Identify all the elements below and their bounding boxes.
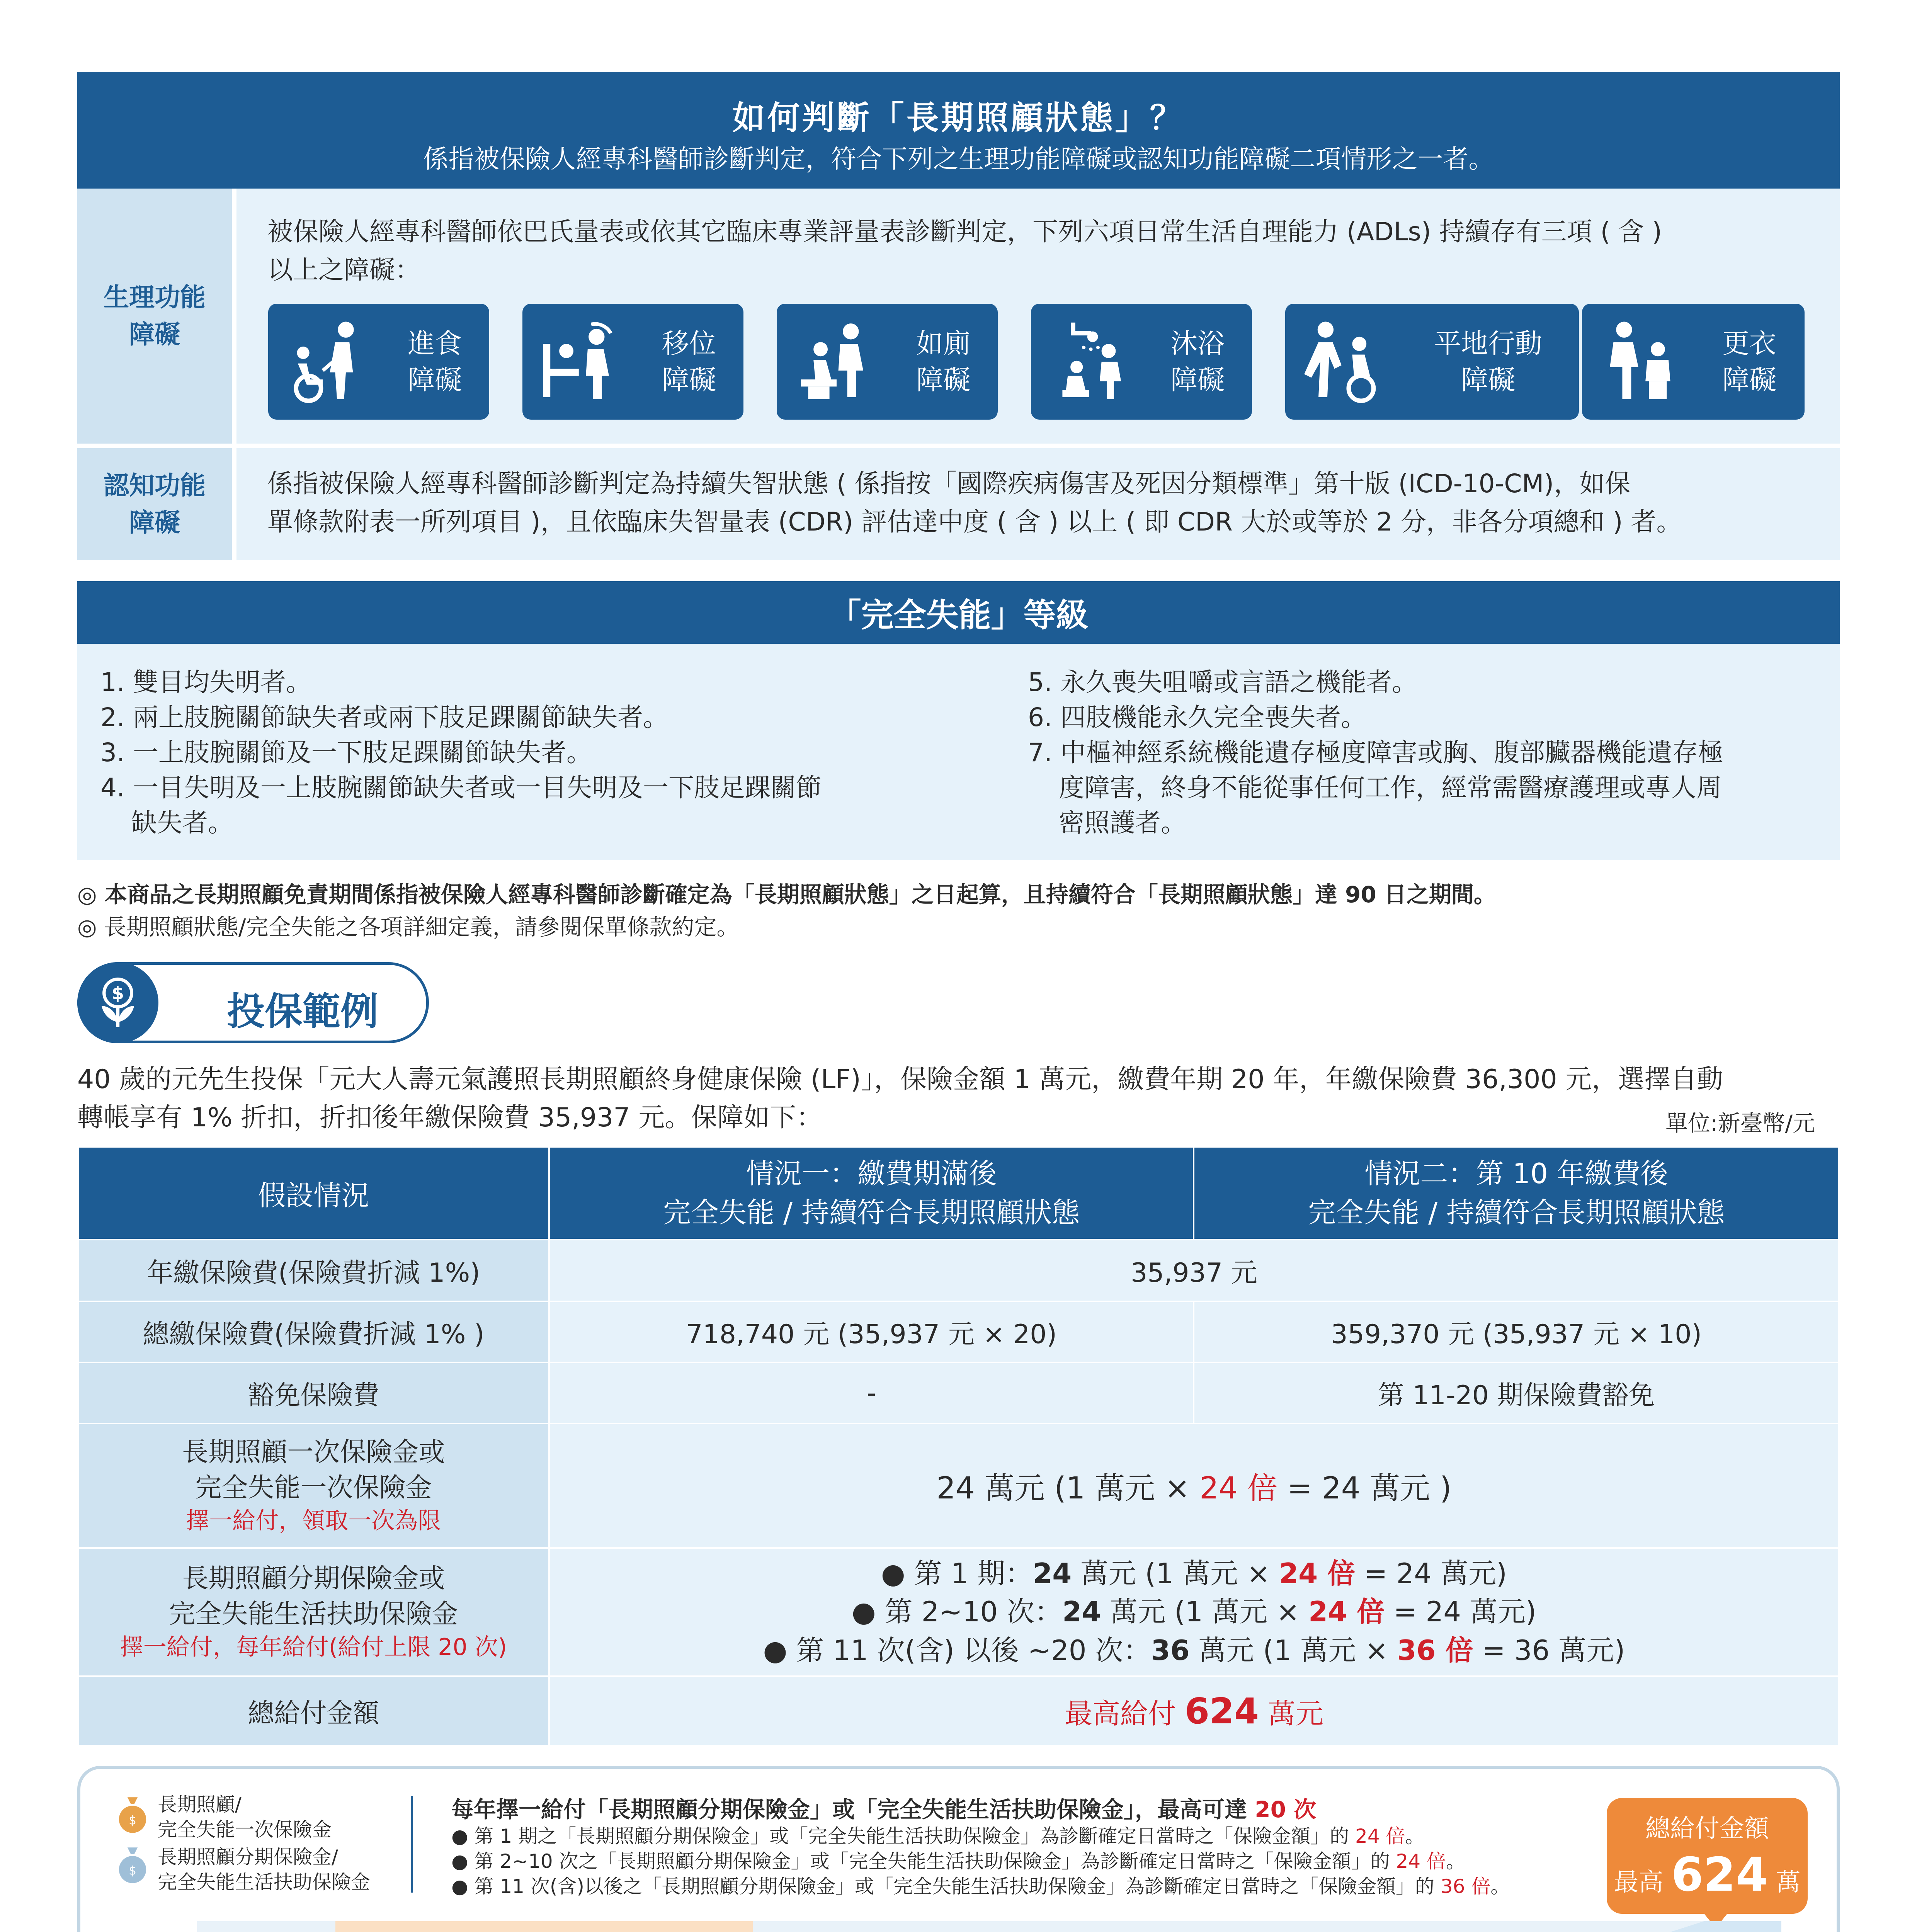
table-row: 長期照顧一次保險金或 完全失能一次保險金 擇一給付，領取一次為限 24 萬元 (1 萬元 × 24 倍 = 24 萬元 ) <box>78 1423 1839 1548</box>
adl-bathing: 沐浴 障礙 <box>1031 304 1252 420</box>
payout-timeline: $ 長期照顧/ 完全失能一次保險金 $ 長期照顧分期保險金/ 完全失能生活扶助保險金 每年擇一給付「長期照顧分期保險金」或「完全失能生活扶助保險金」，最高可達 20 次 ● 第 1 期之「長期照顧分期保險金」或「完全失能生活扶助保險金」為診斷確定日當時之「保險金額」的 24 倍。 ● 第 2~10 次之「長期照顧分期保險金」或「完全失能生活扶助保險金」為診斷確定日當時之「保險金額」的 24 倍。 ● 第 11 次(含)以後之「長期照顧分期保險金」或「完全失能生活扶助保險金」為診斷確定日當時之「保險金額」的 36 倍。 總給付金額 最高 624 萬 <box>77 1766 1840 1932</box>
table-row: 總給付金額 最高給付 624 萬元 <box>78 1676 1839 1746</box>
section1-subtitle: 係指被保險人經專科醫師診斷判定，符合下列之生理功能障礙或認知功能障礙二項情形之一者。 <box>423 144 1494 174</box>
example-heading: 投保範例 <box>227 990 379 1034</box>
disability-list-left: 1. 雙目均失明者。 2. 兩上肢腕關節缺失者或兩下肢足踝關節缺失者。 3. 一上肢腕關節及一下肢足踝關節缺失者。 4. 一目失明及一上肢腕關節缺失者或一目失明及一下肢足踝關節 缺失者。 <box>100 667 822 838</box>
total-callout: 總給付金額 最高 624 萬 <box>1607 1798 1808 1914</box>
cognitive-desc-box <box>236 448 1840 560</box>
table-row: 長期照顧分期保險金或 完全失能生活扶助保險金 擇一給付，每年給付(給付上限 20 次) ● 第 1 期：24 萬元 (1 萬元 × 24 倍 = 24 萬元) ● 第 2~10 次：24 萬元 (1 萬元 × 24 倍 = 24 萬元) ● 第 11 次(含) 以後 ~20 次：36 萬元 (1 萬元 × 36 倍 = 36 萬元) <box>78 1548 1839 1676</box>
table-header-row <box>78 1147 1839 1240</box>
table-row: 年繳保險費(保險費折減 1%) 35,937 元 <box>78 1240 1839 1301</box>
bathing-icon <box>1046 317 1135 406</box>
adl-feeding: 進食 障礙 <box>268 304 489 420</box>
section1-title: 如何判斷「長期照顧狀態」？ <box>732 99 1185 137</box>
header-case2: 情況二：第 10 年繳費後 完全失能 / 持續符合長期照顧狀態 <box>1194 1147 1839 1240</box>
svg-text:$: $ <box>129 1813 136 1828</box>
cognitive-desc: 係指被保險人經專科醫師診斷判定為持續失智狀態 ( 係指按「國際疾病傷害及死因分類標準」第十版 (ICD-10-CM)，如保 單條款附表一所列項目 )，且依臨床失智量表 (CDR) 評估達中度 ( 含 ) 以上 ( 即 CDR 大於或等於 2 分，非各分項總和 ) 者。 <box>267 469 1682 537</box>
section1-header <box>77 72 1840 189</box>
adl-toileting: 如廁 障礙 <box>777 304 998 420</box>
disability-list-right: 5. 永久喪失咀嚼或言語之機能者。 6. 四肢機能永久完全喪失者。 7. 中樞神經系統機能遺存極度障害或胸、腹部臟器機能遺存極 度障害，終身不能從事任何工作，經常需醫療護理或專人周 密照護者。 <box>1028 667 1723 838</box>
cognitive-label: 認知功能 障礙 <box>77 448 232 560</box>
example-table <box>77 1146 1840 1747</box>
timeline-graphic <box>80 1769 1837 1932</box>
example-intro: 40 歲的元先生投保「元大人壽元氣護照長期照顧終身健康保險 (LF)」，保險金額 1 萬元，繳費年期 20 年，年繳保險費 36,300 元，選擇自動 轉帳享有 1% 折扣，折扣後年繳保險費 35,937 元。保障如下： <box>77 1064 1723 1133</box>
table-row: 總繳保險費(保險費折減 1% ) 718,740 元 (35,937 元 × 20) 359,370 元 (35,937 元 × 10) <box>78 1301 1839 1362</box>
header-case1: 情況一：繳費期滿後 完全失能 / 持續符合長期照顧狀態 <box>549 1147 1194 1240</box>
feeding-icon <box>284 317 373 406</box>
adl-walking: 平地行動 障礙 <box>1285 304 1579 420</box>
transfer-icon <box>538 317 627 406</box>
payout-note: 每年擇一給付「長期照顧分期保險金」或「完全失能生活扶助保險金」，最高可達 20 次 ● 第 1 期之「長期照顧分期保險金」或「完全失能生活扶助保險金」為診斷確定日當時之「保險金額」的 24 倍。 ● 第 2~10 次之「長期照顧分期保險金」或「完全失能生活扶助保險金」為診斷確定日當時之「保險金額」的 24 倍。 ● 第 11 次(含)以後之「長期照顧分期保險金」或「完全失能生活扶助保險金」為診斷確定日當時之「保險金額」的 36 倍。 <box>451 1796 1510 1898</box>
section2-title: 「完全失能」等級 <box>77 581 1840 644</box>
unit-label: 單位:新臺幣/元 <box>1665 1110 1815 1136</box>
money-plant-icon <box>77 962 158 1043</box>
note-waiting-period: ◎ 本商品之長期照顧免責期間係指被保險人經專科醫師診斷確定為「長期照顧狀態」之日起算，且持續符合「長期照顧狀態」達 90 日之期間。 <box>77 881 1496 908</box>
header-assumption: 假設情況 <box>78 1147 549 1240</box>
svg-text:$: $ <box>111 983 124 1004</box>
adl-dressing: 更衣 障礙 <box>1582 304 1805 420</box>
physical-desc: 被保險人經專科醫師依巴氏量表或依其它臨床專業評量表診斷判定，下列六項日常生活自理能力 (ADLs) 持續存有三項 ( 含 ) 以上之障礙： <box>267 217 1662 285</box>
adl-transfer: 移位 障礙 <box>522 304 743 420</box>
disability-levels-box <box>77 644 1840 860</box>
table-row: 豁免保險費 - 第 11-20 期保險費豁免 <box>78 1362 1839 1423</box>
walking-icon <box>1301 317 1390 406</box>
toileting-icon <box>792 317 881 406</box>
dressing-icon <box>1597 317 1686 406</box>
physical-label: 生理功能 障礙 <box>77 189 232 444</box>
note-definitions: ◎ 長期照顧狀態/完全失能之各項詳細定義，請參閱保單條款約定。 <box>77 914 739 940</box>
svg-text:$: $ <box>129 1864 136 1878</box>
